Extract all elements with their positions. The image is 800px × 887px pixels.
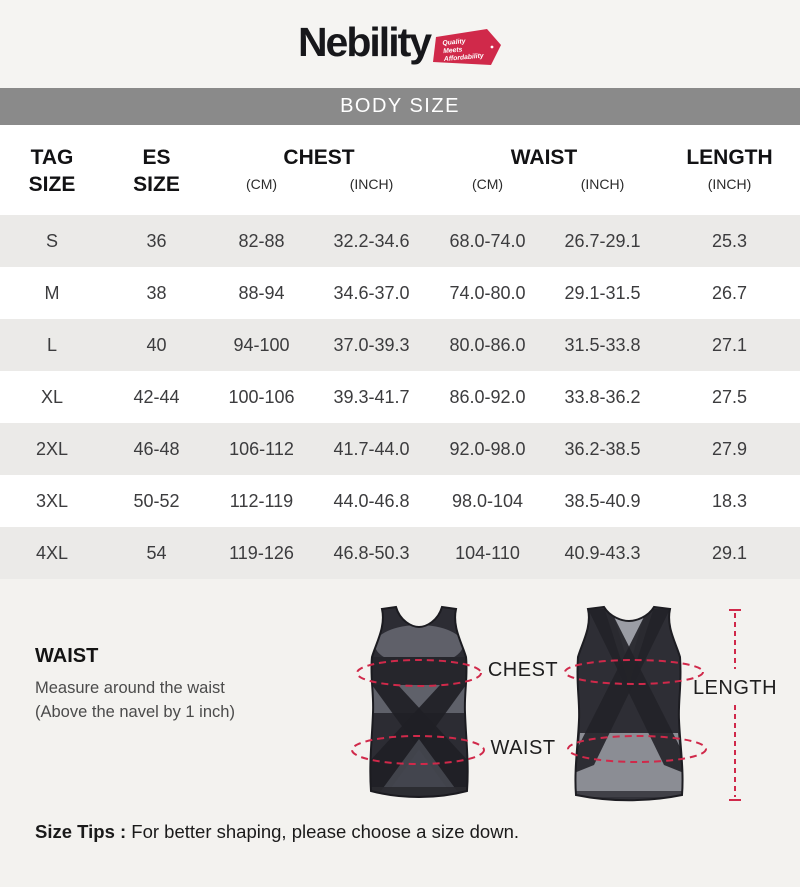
cell-chest-cm: 119-126 <box>229 542 294 563</box>
size-table-header <box>0 125 800 215</box>
cell-tag-size: 2XL <box>35 438 69 459</box>
cell-chest-inch: 39.3-41.7 <box>333 386 410 407</box>
cell-tag-size: M <box>44 282 60 303</box>
cell-chest-cm: 82-88 <box>238 230 285 251</box>
cell-waist-cm: 104-110 <box>455 542 520 563</box>
waist-instruction-title: WAIST <box>35 645 99 667</box>
garment-back-image <box>560 605 698 803</box>
cell-tag-size: XL <box>40 386 64 407</box>
cell-waist-cm: 80.0-86.0 <box>449 334 526 355</box>
cell-tag-size: 3XL <box>35 490 69 511</box>
table-row <box>0 475 800 527</box>
header-waist-cm: (CM) <box>471 176 504 192</box>
table-row <box>0 319 800 371</box>
cell-tag-size: 4XL <box>35 542 69 563</box>
section-banner <box>0 88 800 125</box>
cell-length-inch: 27.1 <box>711 334 748 355</box>
cell-waist-inch: 38.5-40.9 <box>564 490 641 511</box>
cell-chest-inch: 32.2-34.6 <box>333 230 410 251</box>
chest-measure-label: CHEST <box>487 659 559 681</box>
header-chest-group: CHEST (CM) (INCH) <box>209 143 429 197</box>
cell-chest-inch: 41.7-44.0 <box>333 438 410 459</box>
table-row <box>0 267 800 319</box>
cell-chest-inch: 44.0-46.8 <box>333 490 410 511</box>
cell-chest-inch: 46.8-50.3 <box>333 542 410 563</box>
waist-instruction-line2: (Above the navel by 1 inch) <box>35 702 235 721</box>
cell-chest-cm: 88-94 <box>238 282 285 303</box>
header-waist-group: WAIST (CM) (INCH) <box>429 143 659 197</box>
cell-length-inch: 29.1 <box>711 542 748 563</box>
cell-es-size: 46-48 <box>133 438 180 459</box>
waist-measure-label: WAIST <box>490 737 556 759</box>
cell-tag-size: S <box>45 230 58 251</box>
header-chest-inch: (INCH) <box>349 176 394 192</box>
cell-waist-inch: 40.9-43.3 <box>564 542 641 563</box>
table-row <box>0 215 800 267</box>
cell-waist-inch: 26.7-29.1 <box>564 230 641 251</box>
cell-length-inch: 25.3 <box>711 230 748 251</box>
brand-tagline-ribbon-icon <box>432 28 502 68</box>
tagline-word-quality: Quality <box>442 38 466 48</box>
section-banner-title: BODY SIZE <box>340 95 460 117</box>
size-tips <box>35 821 519 843</box>
header-length-group: LENGTH (INCH) <box>659 143 800 197</box>
cell-waist-cm: 98.0-104 <box>451 490 524 511</box>
size-table-body <box>0 215 800 579</box>
cell-chest-cm: 112-119 <box>229 490 294 511</box>
cell-tag-size: L <box>46 334 57 355</box>
tagline-word-affordability: Affordability <box>443 52 485 64</box>
cell-waist-inch: 33.8-36.2 <box>564 386 641 407</box>
size-tips-text: For better shaping, please choose a size down. <box>126 821 520 842</box>
cell-length-inch: 26.7 <box>711 282 748 303</box>
cell-chest-inch: 37.0-39.3 <box>333 334 410 355</box>
tagline-word-meets: Meets <box>442 46 463 56</box>
cell-chest-cm: 100-106 <box>228 386 295 407</box>
length-measure-label: LENGTH <box>692 677 778 699</box>
table-row <box>0 527 800 579</box>
brand-logo <box>298 20 502 68</box>
cell-waist-cm: 86.0-92.0 <box>449 386 526 407</box>
garment-front-image <box>356 605 482 803</box>
size-tips-label: Size Tips : <box>35 821 127 842</box>
cell-length-inch: 27.9 <box>711 438 748 459</box>
header-waist-inch: (INCH) <box>580 176 625 192</box>
cell-waist-cm: 68.0-74.0 <box>449 230 526 251</box>
table-row <box>0 423 800 475</box>
cell-chest-cm: 106-112 <box>229 438 294 459</box>
cell-chest-cm: 94-100 <box>233 334 290 355</box>
cell-es-size: 54 <box>146 542 167 563</box>
cell-waist-inch: 36.2-38.5 <box>564 438 641 459</box>
header-es-size: ES SIZE <box>133 146 180 196</box>
cell-length-inch: 27.5 <box>711 386 748 407</box>
logo-header <box>0 0 800 88</box>
cell-length-inch: 18.3 <box>711 490 748 511</box>
cell-es-size: 36 <box>146 230 167 251</box>
measurement-section <box>0 579 800 887</box>
cell-waist-cm: 74.0-80.0 <box>449 282 526 303</box>
cell-es-size: 50-52 <box>133 490 180 511</box>
cell-es-size: 42-44 <box>133 386 180 407</box>
brand-name: Nebility <box>297 18 431 65</box>
header-length-inch: (INCH) <box>707 176 752 192</box>
header-tag-size: TAG SIZE <box>28 146 76 196</box>
cell-waist-cm: 92.0-98.0 <box>449 438 526 459</box>
waist-instruction-block <box>35 645 235 725</box>
table-row <box>0 371 800 423</box>
cell-chest-inch: 34.6-37.0 <box>333 282 410 303</box>
waist-instruction-line1: Measure around the waist <box>35 679 225 697</box>
cell-es-size: 38 <box>146 282 167 303</box>
cell-waist-inch: 29.1-31.5 <box>564 282 641 303</box>
header-chest-cm: (CM) <box>245 176 278 192</box>
cell-waist-inch: 31.5-33.8 <box>564 334 641 355</box>
cell-es-size: 40 <box>146 334 167 355</box>
